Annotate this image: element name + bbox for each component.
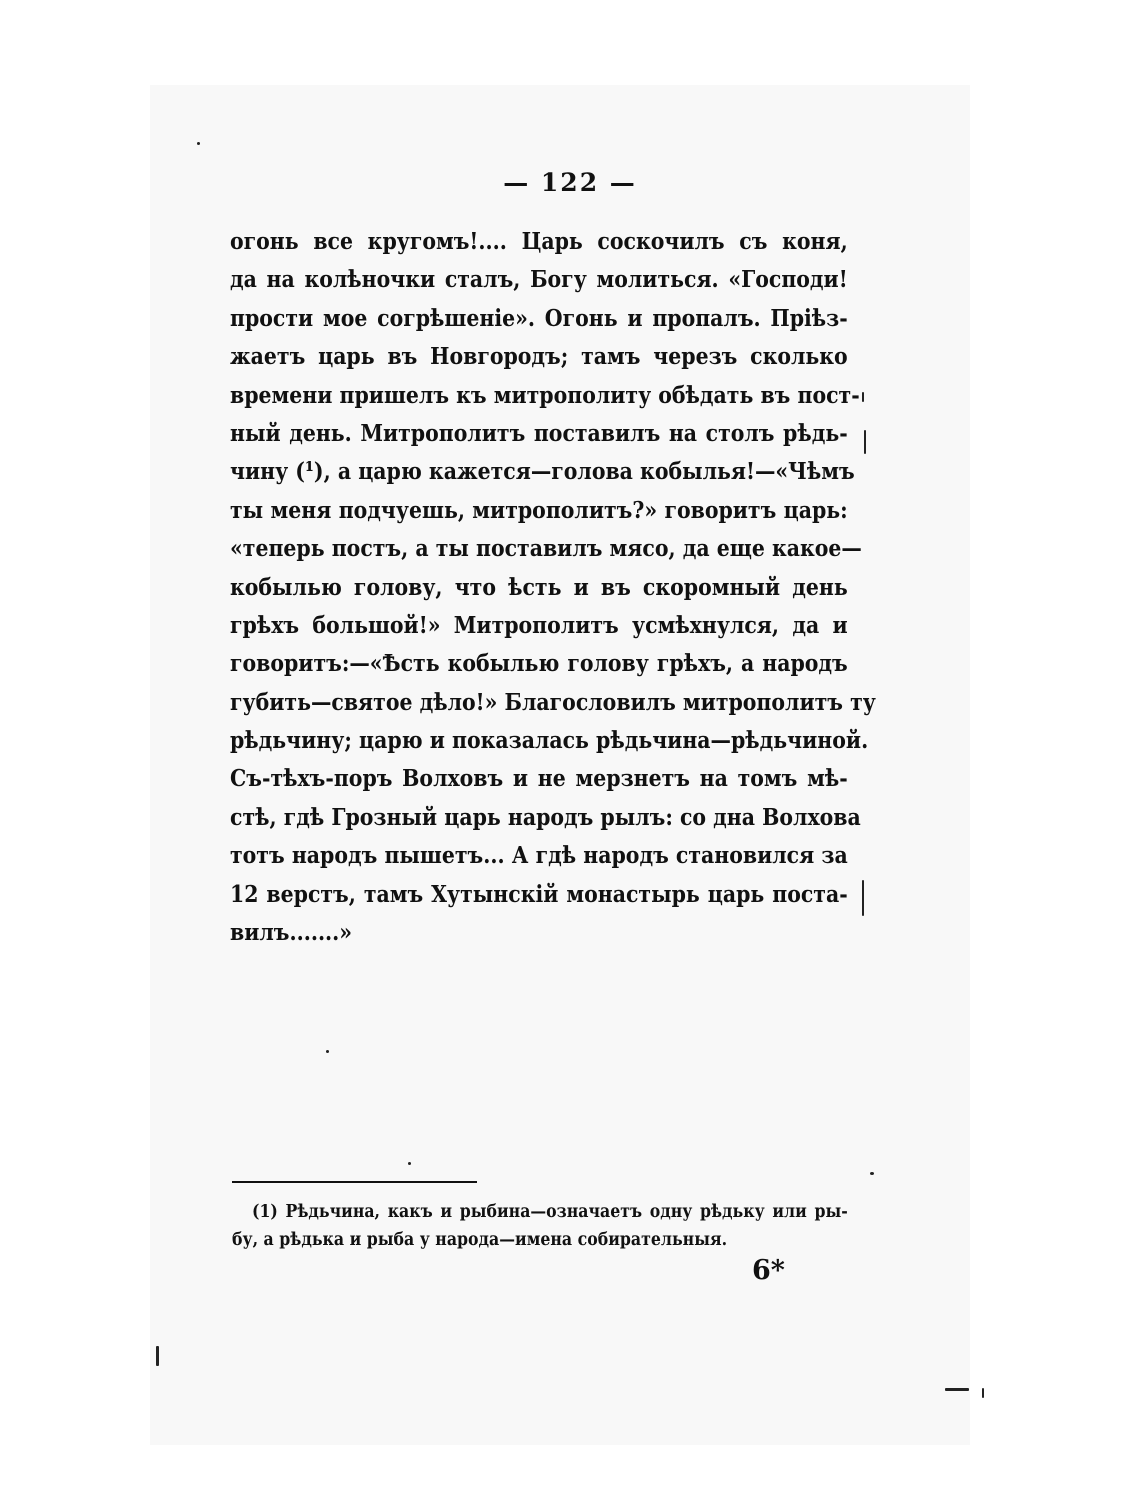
text-line: прости мое согрѣшеніе». Огонь и пропалъ. Пріѣз- [230,303,848,332]
body-text [230,222,876,951]
text-line: жаетъ царь въ Новгородъ; тамъ черезъ сколько [230,342,848,371]
scan-speck [156,1346,159,1366]
text-line: грѣхъ большой!» Митрополитъ усмѣхнулся, да и [230,610,848,639]
text-line: 12 верстъ, тамъ Хутынскій монастырь царь поста- [230,879,848,908]
text-line: вилъ.......» [230,918,353,947]
text-line: рѣдьчину; царю и показалась рѣдьчина—рѣдьчиной. [230,726,869,755]
text-line: тотъ народъ пышетъ... А гдѣ народъ становился за [230,841,848,870]
text-line: губить—святое дѣло!» Благословилъ митрополитъ ту [230,687,876,716]
text-line: говоритъ:—«Ѣсть кобылью голову грѣхъ, а народъ [230,649,848,678]
signature-mark: 6* [752,1255,785,1286]
scan-speck [862,392,864,402]
text-line: чину (¹), а царю кажется—голова кобылья!—«Чѣмъ [230,457,855,486]
footnote-line: бу, а рѣдька и рыба у народа—имена собирательныя. [232,1230,728,1250]
text-line: кобылью голову, что ѣсть и въ скоромный день [230,572,848,601]
text-line: Съ-тѣхъ-поръ Волховъ и не мерзнетъ на томъ мѣ- [230,764,848,793]
scan-speck [197,142,200,145]
scan-speck [945,1388,969,1391]
text-line: времени пришелъ къ митрополиту обѣдать въ пост- [230,380,860,409]
scan-speck [864,430,866,454]
footnote-line: (1) Рѣдьчина, какъ и рыбина—означаетъ одну рѣдьку или ры- [252,1202,848,1222]
text-line: стѣ, гдѣ Грозный царь народъ рылъ: со дна Волхова [230,802,861,831]
footnotes [232,1198,848,1254]
scan-speck [982,1388,984,1398]
text-line: огонь все кругомъ!.... Царь соскочилъ съ коня, [230,227,848,255]
scan-speck [326,1050,329,1053]
scan-speck [870,1172,874,1175]
text-line: ный день. Митрополитъ поставилъ на столъ рѣдь- [230,418,848,447]
footnote-divider [232,1181,477,1183]
text-line: да на колѣночки сталъ, Богу молиться. «Господи! [230,265,848,294]
page-number: — 122 — [503,168,637,197]
scan-speck [862,880,864,916]
text-line: ты меня подчуешь, митрополитъ?» говоритъ царь: [230,495,848,524]
text-line: «теперь постъ, а ты поставилъ мясо, да еще какое— [230,534,862,563]
scan-speck [408,1162,411,1165]
